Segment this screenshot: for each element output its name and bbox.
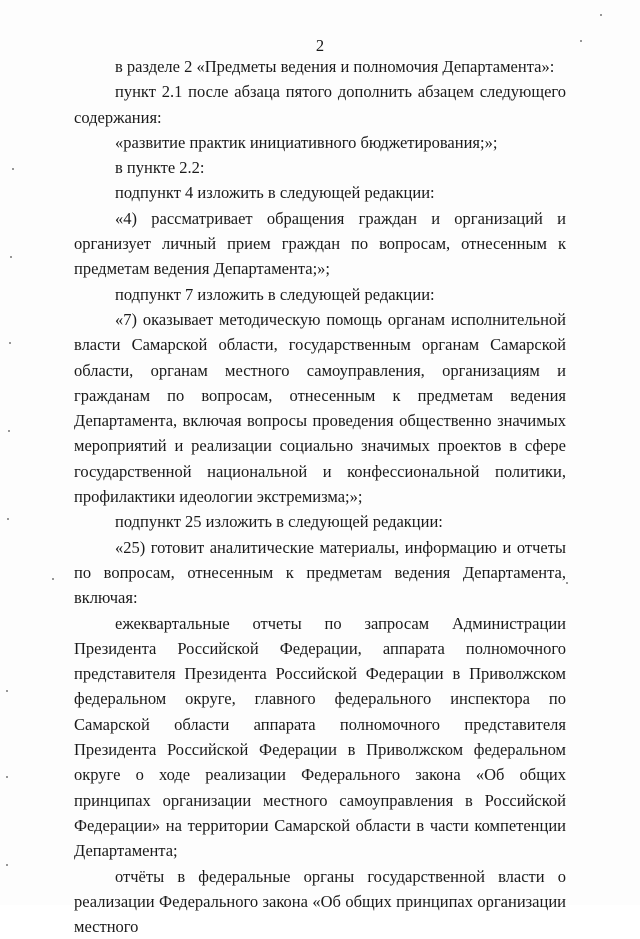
scan-speck	[6, 864, 8, 866]
paragraph-subclause-25-intro: подпункт 25 изложить в следующей редакции:	[74, 509, 566, 534]
paragraph-section-2-intro: в разделе 2 «Предметы ведения и полномочия Департамента»:	[74, 54, 566, 79]
paragraph-federal-reports: отчёты в федеральные органы государственной власти о реализации Федерального закона «Об общих принципах организации местного	[74, 864, 566, 939]
paragraph-subclause-7-intro: подпункт 7 изложить в следующей редакции:	[74, 282, 566, 307]
paragraph-subclause-4-intro: подпункт 4 изложить в следующей редакции:	[74, 180, 566, 205]
scan-speck	[12, 168, 14, 170]
scan-speck	[6, 690, 8, 692]
scan-speck	[566, 582, 568, 584]
document-body	[74, 54, 566, 939]
paragraph-budgeting-quote: «развитие практик инициативного бюджетирования;»;	[74, 130, 566, 155]
paragraph-subclause-7-text: «7) оказывает методическую помощь органам исполнительной власти Самарской области, государственным органам Самарской области, органам местного самоуправления, организациям и гражданам по вопросам, отнесенным к предметам ведения Департамента, включая вопросы проведения общественно значимых мероприятий и реализации социально значимых проектов в сфере государственной национальной и конфессиональной политики, профилактики идеологии экстремизма;»;	[74, 307, 566, 509]
scan-speck	[7, 518, 9, 520]
page-number: 2	[0, 36, 640, 56]
scan-speck	[580, 40, 582, 42]
scan-speck	[8, 430, 10, 432]
scan-speck	[6, 776, 8, 778]
paragraph-clause-2-1: пункт 2.1 после абзаца пятого дополнить абзацем следующего содержания:	[74, 79, 566, 130]
scan-speck	[9, 342, 11, 344]
paragraph-clause-2-2: в пункте 2.2:	[74, 155, 566, 180]
paragraph-subclause-25-text: «25) готовит аналитические материалы, информацию и отчеты по вопросам, отнесенным к предметам ведения Департамента, включая:	[74, 535, 566, 611]
scan-speck	[52, 578, 54, 580]
scan-speck	[600, 14, 602, 16]
scan-speck	[10, 256, 12, 258]
paragraph-subclause-4-text: «4) рассматривает обращения граждан и организаций и организует личный прием граждан по вопросам, отнесенным к предметам ведения Департамента;»;	[74, 206, 566, 282]
paragraph-quarterly-reports: ежеквартальные отчеты по запросам Администрации Президента Российской Федерации, аппарата полномочного представителя Президента Российской Федерации в Приволжском федеральном округе, главного федерального инспектора по Самарской области аппарата полномочного представителя Президента Российской Федерации в Приволжском федеральном округе о ходе реализации Федерального закона «Об общих принципах организации местного самоуправления в Российской Федерации» на территории Самарской области в части компетенции Департамента;	[74, 611, 566, 864]
